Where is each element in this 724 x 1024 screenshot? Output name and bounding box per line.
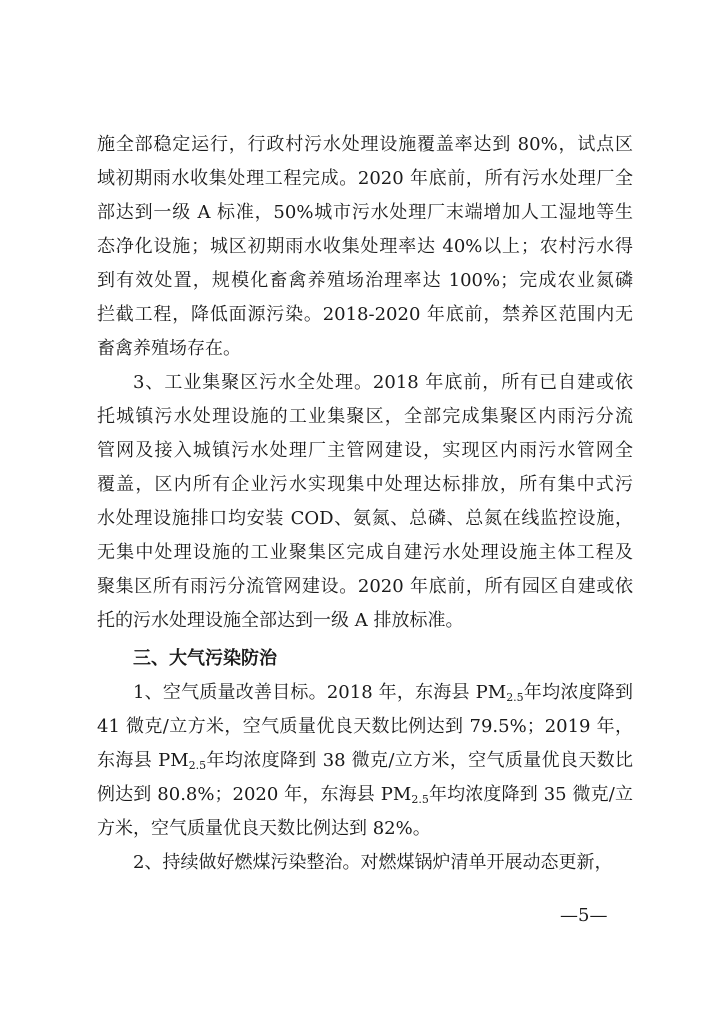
pm-label: PM (158, 750, 189, 771)
paragraph-1 (97, 128, 633, 366)
text-line: 水处理设施排口均安装 COD、氨氮、总磷、总氮在线监控设施， (97, 508, 633, 529)
page-number: —5— (560, 905, 608, 926)
text-line (97, 676, 633, 710)
text-line: 无集中处理设施的工业聚集区完成自建污水处理设施主体工程及 (97, 542, 633, 563)
text-line: 态净化设施；城区初期雨水收集处理率达 40%以上；农村污水得 (97, 236, 633, 257)
pm-label: PM (475, 682, 507, 703)
text-line: 域初期雨水收集处理工程完成。2020 年底前，所有污水处理厂全 (97, 168, 633, 189)
pm-subscript: 2.5 (188, 759, 207, 772)
text-line: 到有效处置，规模化畜禽养殖场治理率达 100%；完成农业氮磷 (97, 270, 633, 291)
text-segment: 例达到 80.8%；2020 年，东海县 (97, 784, 381, 805)
text-segment: 年均浓度降到 35 微克/立 (428, 784, 634, 805)
text-line: 覆盖，区内所有企业污水实现集中处理达标排放，所有集中式污 (97, 474, 633, 495)
text-line: 部达到一级 A 标准，50%城市污水处理厂末端增加人工湿地等生 (97, 202, 633, 223)
section-heading-block (97, 642, 633, 676)
text-line: 施全部稳定运行，行政村污水处理设施覆盖率达到 80%，试点区 (97, 134, 633, 155)
text-line: 拦截工程，降低面源污染。2018-2020 年底前，禁养区范围内无 (97, 304, 633, 325)
text-line: 3、工业集聚区污水全处理。2018 年底前，所有已自建或依 (133, 372, 633, 393)
text-line: 方米，空气质量优良天数比例达到 82%。 (97, 818, 431, 839)
text-segment: 年均浓度降到 38 微克/立方米，空气质量优良天数比 (206, 750, 633, 771)
text-line: 管网及接入城镇污水处理厂主管网建设，实现区内雨污水管网全 (97, 440, 633, 461)
paragraph-2 (97, 366, 633, 638)
text-segment: 东海县 (97, 750, 159, 771)
text-line: 聚集区所有雨污分流管网建设。2020 年底前，所有园区自建或依 (97, 576, 633, 597)
pm-subscript: 2.5 (411, 793, 429, 806)
pm-subscript: 2.5 (506, 691, 524, 704)
text-line: 托的污水处理设施全部达到一级 A 排放标准。 (97, 610, 464, 631)
text-segment: 1、空气质量改善目标。2018 年，东海县 (133, 682, 476, 703)
text-line: 畜禽养殖场存在。 (97, 338, 241, 359)
section-heading: 三、大气污染防治 (133, 648, 277, 669)
text-line (97, 744, 633, 778)
text-line: 2、持续做好燃煤污染整治。对燃煤锅炉清单开展动态更新， (133, 852, 613, 873)
text-line (97, 778, 633, 812)
paragraph-3 (97, 676, 633, 846)
text-line: 41 微克/立方米，空气质量优良天数比例达到 79.5%；2019 年， (97, 716, 633, 737)
text-line: 托城镇污水处理设施的工业集聚区，全部完成集聚区内雨污分流 (97, 406, 633, 427)
text-segment: 年均浓度降到 (523, 682, 633, 703)
paragraph-4 (97, 846, 633, 880)
pm-label: PM (380, 784, 412, 805)
